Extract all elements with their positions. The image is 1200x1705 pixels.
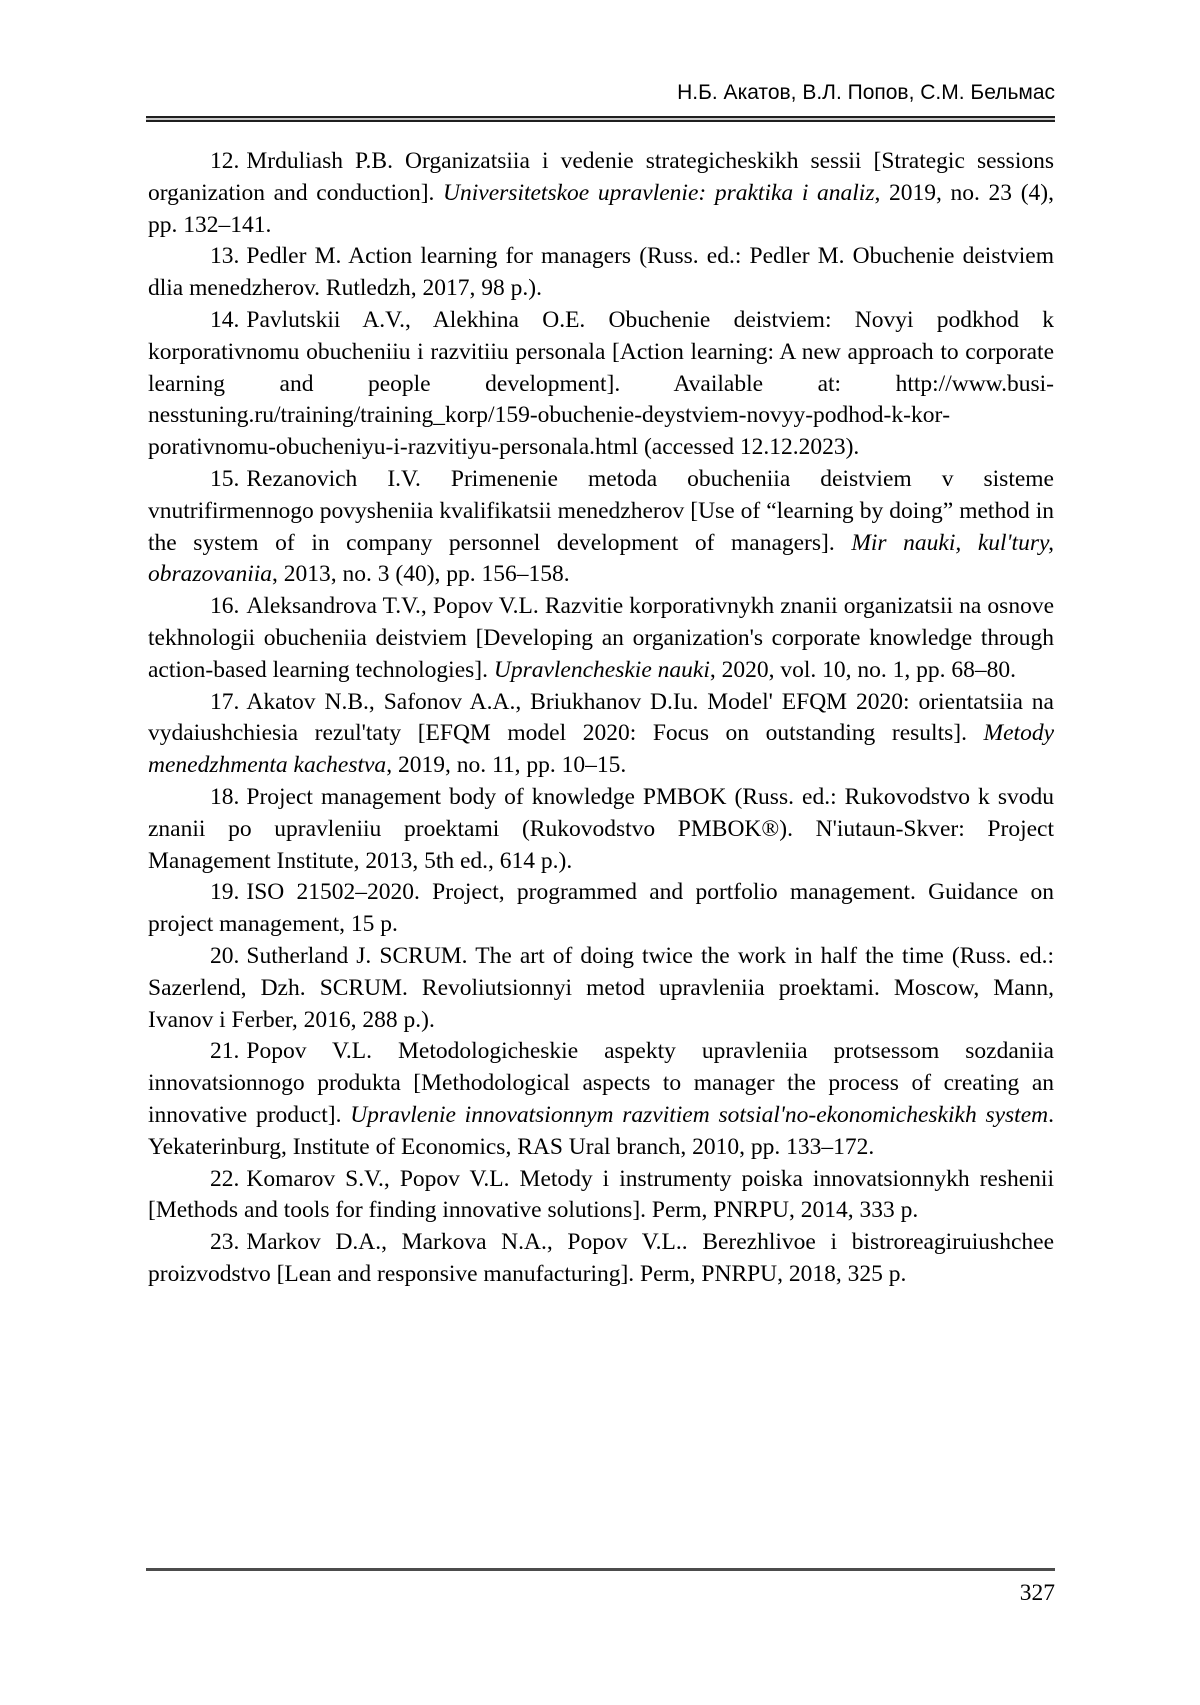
reference-text-segment: , 2019, no. 23 (4), pp. 132–141.	[148, 179, 1054, 238]
reference-item	[148, 1164, 1054, 1228]
reference-item	[148, 591, 1054, 686]
reference-text-segment: Sutherland J. SCRUM. The art of doing twice the work in half the time (Russ. ed.: Sazerlend, Dzh. SCRUM. Revoliutsionnyi metod upravleniia proektami. Moscow, Mann, Ivanov i Ferber, 2016, 288 p.).	[148, 942, 1054, 1033]
reference-text-segment: Pedler M. Action learning for managers (Russ. ed.: Pedler M. Obuchenie deistviem dlia menedzherov. Rutledzh, 2017, 98 p.).	[148, 243, 1054, 302]
running-head-authors: Н.Б. Акатов, В.Л. Попов, С.М. Бельмас	[677, 81, 1055, 104]
reference-text-segment: Komarov S.V., Popov V.L. Metody i instrumenty poiska innovatsionnykh reshenii [Methods and tools for finding innovative solutions]. Perm, PNRPU, 2014, 333 p.	[148, 1165, 1054, 1224]
reference-item	[148, 305, 1054, 464]
footer-rule	[146, 1568, 1055, 1571]
reference-text-segment: Rezanovich I.V. Primenenie metoda obucheniia deistviem v sisteme vnutrifirmennogo povysheniia kvalifikatsii menedzherov [Use of “learning by doing” method in the system of in company personnel development of managers].	[148, 465, 1054, 556]
reference-item	[148, 464, 1054, 591]
reference-number: 13.	[210, 243, 240, 270]
reference-item	[148, 782, 1054, 877]
reference-journal-title: Metody menedzhmenta kachestva	[148, 720, 1054, 779]
reference-item	[148, 1036, 1054, 1163]
reference-number: 23.	[210, 1229, 240, 1256]
reference-journal-title: Upravlencheskie nauki	[493, 656, 710, 683]
reference-number: 12.	[210, 148, 240, 174]
references-list	[148, 146, 1054, 1291]
reference-text-segment: Markov D.A., Markova N.A., Popov V.L.. Berezhlivoe i bistroreagiruiushchee proizvodstvo [Lean and responsive manufacturing]. Perm, PNRPU, 2018, 325 p.	[148, 1229, 1054, 1287]
reference-number: 20.	[210, 942, 240, 969]
reference-number: 21.	[210, 1038, 240, 1065]
reference-item	[148, 146, 1054, 241]
reference-number: 16.	[210, 593, 240, 620]
reference-text-segment: Pavlutskii A.V., Alekhina O.E. Obuchenie deistviem: Novyi podkhod k korporativnomu obucheniiu i razvitiiu personala [Action learning: A new approach to corporate learning and people development]. Available at: http://www.businesstuning.ru/training/training_korp/159-obuchenie-deystviem-novyy-podhod-k-korporativnomu-obucheniyu-i-razvitiyu-personala.html (accessed 12.12.2023).	[148, 306, 1054, 461]
reference-number: 22.	[210, 1165, 240, 1192]
reference-item	[148, 877, 1054, 941]
reference-text-segment: , 2020, vol. 10, no. 1, pp. 68–80.	[709, 656, 1017, 683]
reference-text-segment: Project management body of knowledge PMBOK (Russ. ed.: Rukovodstvo k svodu znanii po upravleniiu proektami (Rukovodstvo PMBOK®). N'iutaun-Skver: Project Management Institute, 2013, 5th ed., 614 p.).	[148, 783, 1054, 874]
reference-number: 18.	[210, 783, 240, 810]
reference-item	[148, 687, 1054, 782]
reference-text-segment: Popov V.L. Metodologicheskie aspekty upravleniia protsessom sozdaniia innovatsionnogo produkta [Methodological aspects to manager the process of creating an innovative product].	[148, 1038, 1054, 1128]
reference-number: 14.	[210, 306, 240, 333]
reference-text-segment: Akatov N.B., Safonov A.A., Briukhanov D.Iu. Model' EFQM 2020: orientatsiia na vydaiushchiesia rezul'taty [EFQM model 2020: Focus on outstanding results].	[148, 688, 1054, 747]
reference-number: 15.	[210, 465, 240, 492]
reference-number: 17.	[210, 688, 240, 715]
reference-text-segment: , 2013, no. 3 (40), pp. 156–158.	[272, 561, 570, 588]
reference-journal-title: Universitetskoe upravlenie: praktika i analiz	[443, 179, 875, 206]
header-rule	[146, 116, 1055, 122]
reference-item	[148, 1227, 1054, 1291]
reference-text-segment: , 2019, no. 11, pp. 10–15.	[386, 752, 627, 779]
reference-text-segment: Aleksandrova T.V., Popov V.L. Razvitie korporativnykh znanii organizatsii na osnove tekhnologii obucheniia deistviem [Developing an organization's corporate knowledge through action-based learning technologies].	[148, 593, 1054, 683]
reference-item	[148, 941, 1054, 1036]
page-number: 327	[1019, 1580, 1055, 1606]
reference-number: 19.	[210, 879, 240, 906]
reference-text-segment: Mrduliash P.B. Organizatsiia i vedenie strategicheskikh sessii [Strategic sessions organization and conduction].	[148, 148, 1054, 206]
reference-item	[148, 241, 1054, 305]
reference-journal-title: Mir nauki, kul'tury, obrazovaniia	[148, 529, 1054, 588]
reference-text-segment: ISO 21502–2020. Project, programmed and portfolio management. Guidance on project management, 15 p.	[148, 879, 1054, 938]
reference-journal-title: Upravlenie innovatsionnym razvitiem sotsial'no-ekonomicheskikh system	[350, 1101, 1049, 1128]
reference-text-segment: . Yekaterinburg, Institute of Economics, RAS Ural branch, 2010, pp. 133–172.	[148, 1101, 1054, 1160]
